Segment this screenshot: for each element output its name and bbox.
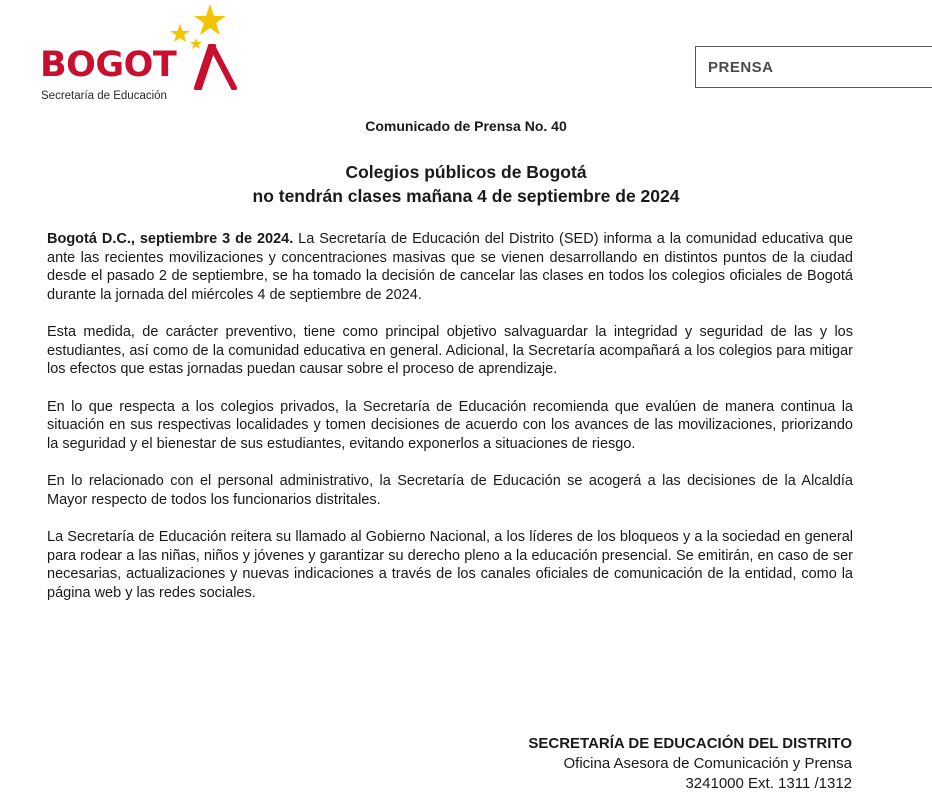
signature-block — [528, 734, 852, 794]
paragraph-3: En lo que respecta a los colegios privados, la Secretaría de Educación recomienda que evalúen de manera continua la situación en sus respectivas localidades y tomen decisiones de acuerdo con los avances de las movilizaciones, priorizando la seguridad y el bienestar de sus estudiantes, evitando exponerlos a situaciones de riesgo. — [47, 398, 853, 452]
headline — [0, 160, 932, 208]
paragraph-5: La Secretaría de Educación reitera su llamado al Gobierno Nacional, a los líderes de los bloqueos y a la sociedad en general para rodear a las niñas, niños y jóvenes y garantizar su derecho pleno a la educación presencial. Se emitirán, en caso de ser necesarias, actualizaciones y nuevas indicaciones a través de los canales oficiales de comunicación de la entidad, como la página web y las redes sociales. — [47, 529, 853, 601]
paragraph-1 — [47, 230, 853, 304]
dateline: Bogotá D.C., septiembre 3 de 2024. — [47, 231, 294, 247]
paragraph-2: Esta medida, de carácter preventivo, tiene como principal objetivo salvaguardar la integridad y seguridad de las y los estudiantes, así como de la comunidad educativa en general. Adicional, la Secretaría acompañará a los colegios para mitigar los efectos que estas jornadas puedan causar sobre el proceso de aprendizaje. — [47, 324, 853, 377]
logo-wordmark: BOGOT — [40, 45, 177, 85]
body-text — [47, 230, 853, 621]
headline-line-1: Colegios públicos de Bogotá — [345, 162, 587, 182]
paragraph-4: En lo relacionado con el personal administrativo, la Secretaría de Educación se acogerá a las decisiones de la Alcaldía Mayor respecto de todos los funcionarios distritales. — [47, 473, 853, 508]
bogota-logo — [40, 4, 240, 104]
logo-subtitle: Secretaría de Educación — [41, 90, 167, 102]
paragraph-1-text: La Secretaría de Educación del Distrito (SED) informa a la comunidad educativa que ante las recientes movilizaciones y concentraciones masivas que se vienen desarrollando en distintos puntos de la ciudad desde el pasado 2 de septiembre, se ha tomado la decisión de cancelar las clases en todos los colegios oficiales de Bogotá durante la jornada del miércoles 4 de septiembre de 2024. — [47, 231, 853, 303]
press-release-number: Comunicado de Prensa No. 40 — [365, 118, 567, 134]
press-box — [695, 46, 932, 88]
signature-office: Oficina Asesora de Comunicación y Prensa — [563, 755, 852, 772]
headline-line-2: no tendrán clases mañana 4 de septiembre de 2024 — [252, 186, 680, 206]
signature-organization: SECRETARÍA DE EDUCACIÓN DEL DISTRITO — [528, 735, 852, 752]
signature-phone: 3241000 Ext. 1311 /1312 — [685, 775, 852, 792]
press-label: PRENSA — [708, 59, 774, 76]
logo-a-mark-icon — [190, 44, 238, 90]
